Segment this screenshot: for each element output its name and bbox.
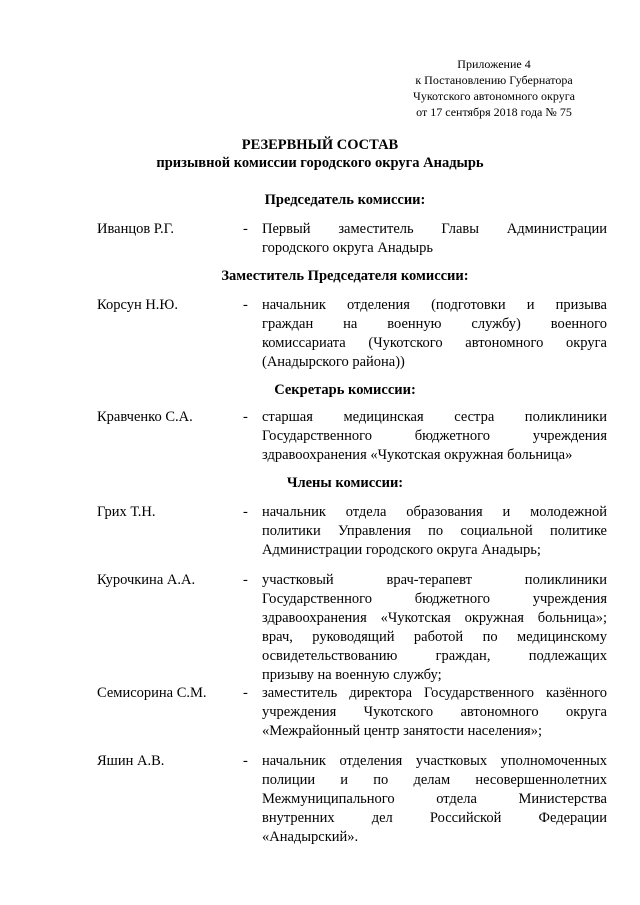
member-name: Корсун Н.Ю.	[97, 297, 178, 313]
position-line: Межмуниципального отдела Министерства	[262, 791, 607, 807]
position-line: полиции и по делам несовершеннолетних	[262, 772, 607, 788]
member-name: Семисорина С.М.	[97, 685, 207, 701]
position-line: граждан на военную службу) военного	[262, 316, 607, 332]
document-title	[0, 136, 640, 172]
position-line: политики Управления по социальной политике	[262, 523, 607, 539]
position-line: начальник отдела образования и молодежной	[262, 504, 607, 520]
position-line: врач, руководящий работой по медицинскому	[262, 629, 607, 645]
position-line: Государственного бюджетного учреждения	[262, 591, 607, 607]
member-name: Курочкина А.А.	[97, 572, 196, 588]
position-line: Государственного бюджетного учреждения	[262, 428, 607, 444]
position-line: старшая медицинская сестра поликлиники	[262, 409, 607, 425]
title-line: призывной комиссии городского округа Анадырь	[156, 155, 484, 171]
member-position	[262, 220, 607, 258]
member-position	[262, 408, 607, 465]
member-position	[262, 684, 607, 741]
section-deputy: Заместитель Председателя комиссии:	[221, 268, 469, 284]
position-line: Администрации городского округа Анадырь;	[262, 542, 541, 558]
annex-line: Чукотского автономного округа	[413, 89, 575, 103]
position-line: заместитель директора Государственного казённого	[262, 685, 607, 701]
position-line: освидетельствованию граждан, подлежащих	[262, 648, 607, 664]
position-line: внутренних дел Российской Федерации	[262, 810, 607, 826]
dash-separator: -	[243, 572, 248, 588]
dash-separator: -	[243, 221, 248, 237]
member-position	[262, 571, 607, 685]
dash-separator: -	[243, 504, 248, 520]
dash-separator: -	[243, 409, 248, 425]
dash-separator: -	[243, 753, 248, 769]
section-chairman: Председатель комиссии:	[264, 192, 426, 208]
dash-separator: -	[243, 685, 248, 701]
position-line: (Анадырского района))	[262, 354, 405, 370]
section-members: Члены комиссии:	[286, 475, 404, 491]
title-line: РЕЗЕРВНЫЙ СОСТАВ	[241, 137, 399, 153]
position-line: комиссариата (Чукотского автономного округа	[262, 335, 607, 351]
position-line: «Межрайонный центр занятости населения»;	[262, 723, 542, 739]
position-line: учреждения Чукотского автономного округа	[262, 704, 607, 720]
member-position	[262, 296, 607, 372]
position-line: здравоохранения «Чукотская окружная больница»	[262, 447, 573, 463]
position-line: участковый врач-терапевт поликлиники	[262, 572, 607, 588]
annex-line: Приложение 4	[457, 57, 531, 71]
position-line: Первый заместитель Главы Администрации	[262, 221, 607, 237]
dash-separator: -	[243, 297, 248, 313]
position-line: начальник отделения (подготовки и призыва	[262, 297, 607, 313]
member-name: Кравченко С.А.	[97, 409, 193, 425]
member-position	[262, 503, 607, 560]
member-name: Яшин А.В.	[97, 753, 165, 769]
annex-line: от 17 сентября 2018 года № 75	[416, 105, 572, 119]
member-name: Иванцов Р.Г.	[97, 221, 175, 237]
position-line: здравоохранения «Чукотская окружная больница»;	[262, 610, 607, 626]
position-line: начальник отделения участковых уполномоченных	[262, 753, 607, 769]
position-line: призыву на военную службу;	[262, 667, 442, 683]
position-line: «Анадырский».	[262, 829, 359, 845]
annex-line: к Постановлению Губернатора	[415, 73, 573, 87]
member-name: Грих Т.Н.	[97, 504, 156, 520]
member-position	[262, 752, 607, 847]
section-secretary: Секретарь комиссии:	[274, 382, 416, 398]
position-line: городского округа Анадырь	[262, 240, 434, 256]
annex-block	[394, 56, 594, 120]
